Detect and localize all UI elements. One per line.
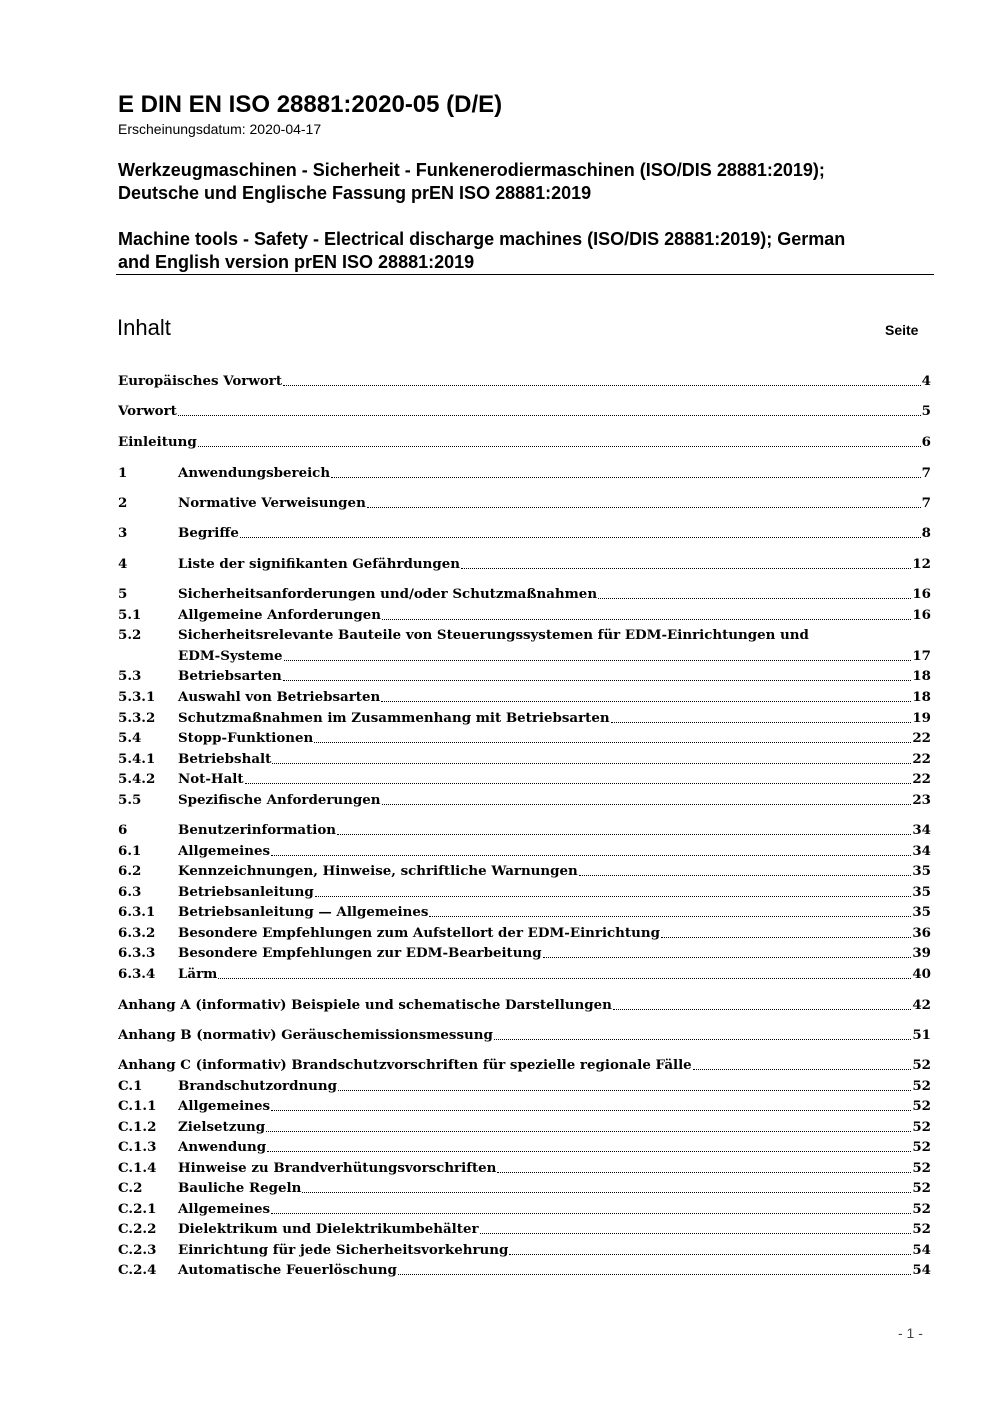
toc-dot-leader [382,790,912,810]
toc-entry-title: Auswahl von Betriebsarten [178,689,381,705]
toc-entry-title: Normative Verweisungen [178,495,366,511]
toc-entry-page: 52 [912,1119,931,1135]
toc-entry-page: 8 [921,525,931,541]
toc-entry-number: Anhang C (informativ) Brandschutzvorschriften für spezielle regionale Fälle [118,1057,692,1073]
toc-entry-page: 40 [912,966,931,982]
toc-entry[interactable] [118,1260,931,1280]
toc-entry-page: 18 [912,689,931,705]
toc-dot-leader [267,1137,911,1157]
toc-entry-number: 5.2 [118,627,142,643]
toc-dot-leader [302,1178,911,1198]
toc-entry-number: C.2.2 [118,1221,157,1237]
toc-entry-title: Brandschutzordnung [178,1078,338,1094]
toc-dot-leader [272,749,911,769]
toc-entry-page: 52 [912,1180,931,1196]
toc-entry-title: Betriebsanleitung — Allgemeines [178,904,429,920]
toc-entry[interactable] [118,584,931,604]
toc-entry-page: 51 [912,1027,931,1043]
toc-entry-number: 6.3.4 [118,966,156,982]
toc-entry[interactable] [118,625,931,645]
toc-entry-page: 52 [912,1139,931,1155]
toc-entry-title: Spezifische Anforderungen [178,792,381,808]
toc-entry-number: C.1.4 [118,1160,157,1176]
toc-dot-leader [198,432,921,452]
toc-dot-leader [693,1055,912,1075]
toc-entry-page: 52 [912,1201,931,1217]
toc-entry[interactable] [118,371,931,391]
toc-entry-number: 5.4.2 [118,771,156,787]
toc-entry[interactable] [118,841,931,861]
toc-entry-number: 6 [118,822,128,838]
toc-dot-leader [266,1117,911,1137]
toc-entry[interactable] [118,1025,931,1045]
title-english-line-2: and English version prEN ISO 28881:2019 [118,252,475,272]
toc-entry-title: Dielektrikum und Dielektrikumbehälter [178,1221,479,1237]
toc-entry-title: Zielsetzung [178,1119,266,1135]
toc-entry-number: 6.3 [118,884,142,900]
toc-entry-title: Sicherheitsanforderungen und/oder Schutzmaßnahmen [178,586,598,602]
toc-entry[interactable] [118,1199,931,1219]
toc-entry-number: C.2.3 [118,1242,157,1258]
toc-entry[interactable] [118,820,931,840]
toc-entry-title: Stopp-Funktionen [178,730,314,746]
toc-entry-page: 34 [912,843,931,859]
toc-dot-leader [315,882,912,902]
toc-entry-page: 16 [912,607,931,623]
toc-entry-page: 52 [912,1078,931,1094]
toc-entry-title: Bauliche Regeln [178,1180,302,1196]
toc-dot-leader [613,995,911,1015]
toc-dot-leader [381,687,911,707]
toc-entry-title: Hinweise zu Brandverhütungsvorschriften [178,1160,497,1176]
toc-dot-leader [337,820,911,840]
toc-page-column-label: Seite [885,322,919,338]
toc-entry-number: 5.3.2 [118,710,156,726]
toc-entry-number: 5.3 [118,668,142,684]
toc-entry[interactable] [118,1137,931,1157]
toc-entry[interactable] [118,923,931,943]
toc-dot-leader [284,646,912,666]
toc-entry-page: 7 [921,495,931,511]
toc-entry-page: 34 [912,822,931,838]
toc-entry-number: C.1.1 [118,1098,157,1114]
toc-entry-title: Sicherheitsrelevante Bauteile von Steuerungssystemen für EDM-Einrichtungen und [178,627,809,643]
toc-entry-title: EDM-Systeme [178,648,283,664]
toc-entry-page: 52 [912,1057,931,1073]
toc-entry-page: 35 [912,904,931,920]
toc-dot-leader [240,523,921,543]
toc-entry-number: Anhang B (normativ) Geräuschemissionsmessung [118,1027,493,1043]
toc-dot-leader [598,584,911,604]
toc-dot-leader [611,708,912,728]
toc-dot-leader [283,666,912,686]
toc-entry-title: Besondere Empfehlungen zur EDM-Bearbeitung [178,945,542,961]
toc-entry-number: Europäisches Vorwort [118,373,283,389]
toc-entry[interactable] [118,882,931,902]
toc-entry-number: Anhang A (informativ) Beispiele und schematische Darstellungen [118,997,612,1013]
toc-dot-leader [245,769,912,789]
toc-entry[interactable] [118,1096,931,1116]
toc-dot-leader [283,371,921,391]
toc-entry[interactable] [118,687,931,707]
toc-entry-number: Vorwort [118,403,177,419]
toc-entry-page: 36 [912,925,931,941]
title-german-line-1: Werkzeugmaschinen - Sicherheit - Funkenerodiermaschinen (ISO/DIS 28881:2019); [118,160,825,180]
toc-entry[interactable] [118,861,931,881]
toc-entry-title: Allgemeines [178,1201,271,1217]
toc-entry-page: 17 [912,648,931,664]
toc-entry-page: 22 [912,771,931,787]
title-german-line-2: Deutsche und Englische Fassung prEN ISO 28881:2019 [118,183,592,203]
toc-entry[interactable] [118,432,931,452]
toc-entry[interactable] [118,401,931,421]
toc-entry-page: 22 [912,751,931,767]
toc-entry[interactable] [118,769,931,789]
toc-dot-leader [543,943,912,963]
toc-entry-number: 6.3.3 [118,945,156,961]
page-number: - 1 - [898,1325,923,1341]
toc-entry-page: 39 [912,945,931,961]
toc-entry[interactable] [118,708,931,728]
toc-dot-leader [429,902,911,922]
toc-entry-title: Benutzerinformation [178,822,337,838]
toc-entry[interactable] [118,1055,931,1075]
toc-entry-title: Allgemeine Anforderungen [178,607,382,623]
toc-entry-page: 16 [912,586,931,602]
toc-dot-leader [367,493,921,513]
toc-entry-number: C.2 [118,1180,143,1196]
toc-dot-leader [382,605,911,625]
toc-entry[interactable] [118,790,931,810]
toc-entry[interactable] [118,995,931,1015]
toc-dot-leader [461,554,911,574]
title-divider [116,274,934,275]
toc-entry[interactable] [118,1240,931,1260]
toc-entry-page: 52 [912,1098,931,1114]
toc-entry[interactable] [118,1076,931,1096]
toc-dot-leader [661,923,911,943]
toc-entry-page: 18 [912,668,931,684]
toc-entry-title: Allgemeines [178,843,271,859]
toc-entry-page: 23 [912,792,931,808]
toc-entry[interactable] [118,463,931,483]
toc-entry[interactable] [118,1219,931,1239]
toc-entry-page: 12 [912,556,931,572]
toc-entry[interactable] [118,902,931,922]
toc-entry-page: 22 [912,730,931,746]
toc-entry[interactable] [118,523,931,543]
toc-entry-title: Automatische Feuerlöschung [178,1262,397,1278]
toc-dot-leader [398,1260,912,1280]
toc-entry[interactable] [118,728,931,748]
toc-entry-title: Not-Halt [178,771,244,787]
toc-entry-number: 4 [118,556,128,572]
toc-dot-leader [338,1076,911,1096]
toc-dot-leader [509,1240,911,1260]
toc-entry[interactable] [118,964,931,984]
toc-entry[interactable] [118,1178,931,1198]
toc-entry-page: 35 [912,863,931,879]
toc-dot-leader [480,1219,912,1239]
toc-entry[interactable] [118,943,931,963]
toc-entry[interactable] [118,1158,931,1178]
title-english [118,228,938,274]
toc-entry-page: 5 [921,403,931,419]
toc-entry[interactable] [118,646,931,666]
toc-entry-title: Allgemeines [178,1098,271,1114]
title-english-line-1: Machine tools - Safety - Electrical discharge machines (ISO/DIS 28881:2019); German [118,229,846,249]
toc-entry-page: 42 [912,997,931,1013]
toc-entry-page: 52 [912,1221,931,1237]
toc-entry-number: 6.1 [118,843,142,859]
toc-dot-leader [314,728,911,748]
toc-entry-number: C.1 [118,1078,143,1094]
toc-entry-title: Einrichtung für jede Sicherheitsvorkehrung [178,1242,509,1258]
toc-entry-page: 54 [912,1262,931,1278]
toc-entry-number: 6.2 [118,863,142,879]
toc-entry-number: C.2.1 [118,1201,157,1217]
toc-entry-number: 5.4.1 [118,751,156,767]
toc-entry-number: C.1.3 [118,1139,157,1155]
toc-entry-title: Schutzmaßnahmen im Zusammenhang mit Betriebsarten [178,710,610,726]
toc-dot-leader [271,841,911,861]
toc-entry-page: 54 [912,1242,931,1258]
toc-entry-number: 5.5 [118,792,142,808]
toc-entry-title: Liste der signifikanten Gefährdungen [178,556,460,572]
toc-dot-leader [579,861,912,881]
toc-dot-leader [331,463,921,483]
toc-dot-leader [271,1199,911,1219]
toc-entry[interactable] [118,1117,931,1137]
toc-entry-page: 6 [921,434,931,450]
toc-entry[interactable] [118,554,931,574]
toc-entry-title: Betriebshalt [178,751,272,767]
toc-entry-title: Kennzeichnungen, Hinweise, schriftliche Warnungen [178,863,578,879]
toc-entry-title: Besondere Empfehlungen zum Aufstellort der EDM-Einrichtung [178,925,660,941]
toc-entry[interactable] [118,605,931,625]
toc-dot-leader [494,1025,912,1045]
toc-heading: Inhalt [117,315,171,340]
toc-entry-number: 5 [118,586,128,602]
toc-entry-page: 19 [912,710,931,726]
toc-dot-leader [497,1158,911,1178]
toc-entry-title: Lärm [178,966,218,982]
toc-entry[interactable] [118,666,931,686]
toc-entry-page: 35 [912,884,931,900]
title-german [118,159,938,205]
toc-entry-number: 3 [118,525,128,541]
toc-entry-number: 2 [118,495,128,511]
toc-entry-title: Anwendungsbereich [178,465,331,481]
toc-entry[interactable] [118,749,931,769]
toc-entry-title: Anwendung [178,1139,267,1155]
toc-dot-leader [271,1096,911,1116]
toc-entry-page: 7 [921,465,931,481]
toc-entry-number: C.2.4 [118,1262,157,1278]
toc-entry[interactable] [118,493,931,513]
toc-entry-page: 4 [921,373,931,389]
toc-dot-leader [218,964,911,984]
toc-dot-leader [178,401,921,421]
toc-entry-number: C.1.2 [118,1119,157,1135]
toc-entry-number: Einleitung [118,434,197,450]
toc-entry-number: 5.4 [118,730,142,746]
toc-entry-number: 5.3.1 [118,689,156,705]
document-id: E DIN EN ISO 28881:2020-05 (D/E) [118,91,503,118]
toc-entry-title: Begriffe [178,525,239,541]
toc-entry-number: 6.3.1 [118,904,156,920]
toc-entry-title: Betriebsarten [178,668,282,684]
toc-entry-number: 6.3.2 [118,925,156,941]
toc-entry-number: 1 [118,465,128,481]
toc-entry-title: Betriebsanleitung [178,884,314,900]
toc-entry-page: 52 [912,1160,931,1176]
publication-date: Erscheinungsdatum: 2020-04-17 [118,121,322,137]
toc-entry-number: 5.1 [118,607,142,623]
